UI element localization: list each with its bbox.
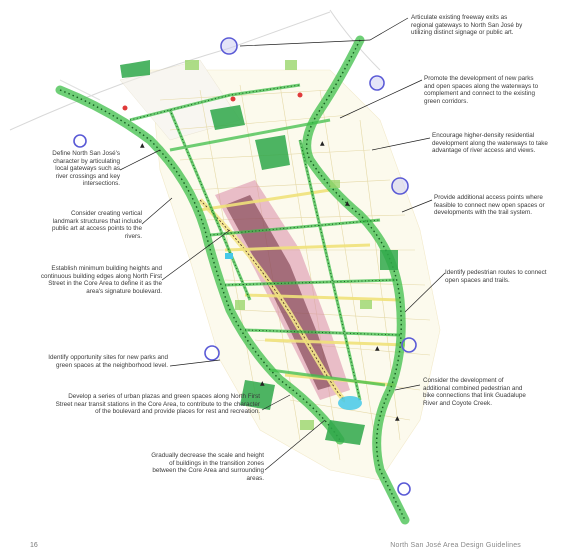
annotation-building-heights: Establish minimum building heights and continuous building edges along North First Street in the Core Area to define it as the area's signature boulevard. <box>40 265 162 295</box>
svg-text:▲: ▲ <box>260 380 265 387</box>
annotation-new-parks: Promote the development of new parks and open spaces along the waterways to complement and connect to the existing green corridors. <box>424 75 539 105</box>
svg-text:▲: ▲ <box>320 140 325 147</box>
svg-text:▲: ▲ <box>375 345 380 352</box>
transit-plaza <box>225 253 233 259</box>
annotation-local-gateways: Define North San José's character by articulating local gateways such as river crossings and key intersections. <box>52 150 120 188</box>
annotation-pedestrian-routes: Identify pedestrian routes to connect open spaces and trails. <box>445 269 547 284</box>
annotation-building-scale: Gradually decrease the scale and height of buildings in the transition zones between the Core Area and surrounding areas. <box>151 452 264 482</box>
svg-text:▲: ▲ <box>140 142 145 149</box>
page-number: 16 <box>30 542 38 549</box>
annotation-freeway-exits: Articulate existing freeway exits as regional gateways to North San José by utilizing distinct signage or public art. <box>411 14 523 37</box>
svg-text:▲: ▲ <box>395 415 400 422</box>
annotation-urban-plazas: Develop a series of urban plazas and green spaces along North First Street near transit stations in the Core Area, to contribute to the character of the boulevard and provide places for rest and recreation. <box>55 393 260 416</box>
document-title: North San José Area Design Guidelines <box>390 542 521 549</box>
annotation-high-density: Encourage higher-density residential development along the waterways to take advantage of river access and views. <box>432 132 548 155</box>
annotation-access-points: Provide additional access points where feasible to connect new open spaces or developments with the trail system. <box>434 194 545 217</box>
transit-plaza <box>338 396 362 410</box>
annotation-landmark-structures: Consider creating vertical landmark structures that include public art at access points to the rivers. <box>52 210 142 240</box>
svg-text:▲: ▲ <box>345 200 350 207</box>
annotation-bike-connections: Consider the development of additional combined pedestrian and bike connections that link Guadalupe River and Coyote Creek. <box>423 377 526 407</box>
annotation-opportunity-sites: Identify opportunity sites for new parks and green spaces at the neighborhood level. <box>48 354 168 369</box>
